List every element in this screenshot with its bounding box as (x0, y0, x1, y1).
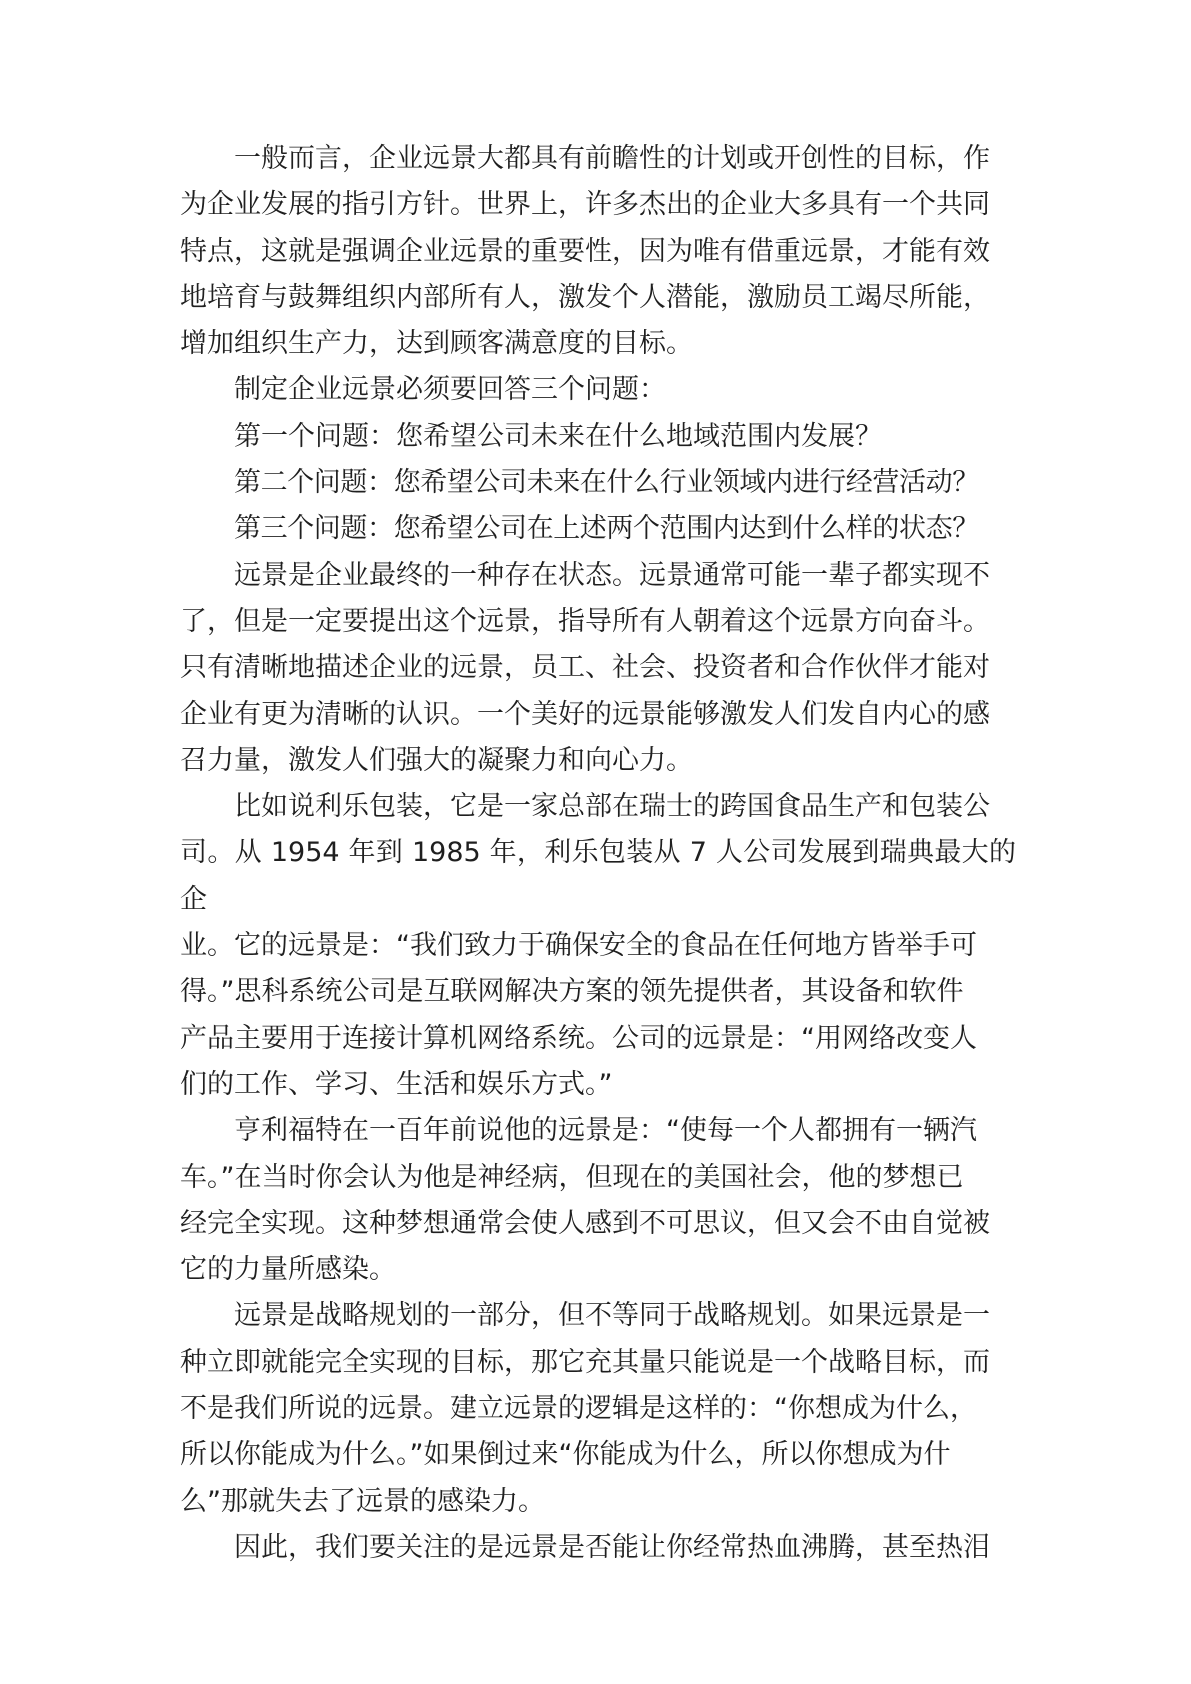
document-body (180, 136, 1016, 1571)
paragraph-10: 因此，我们要关注的是远景是否能让你经常热血沸腾，甚至热泪 (234, 1531, 990, 1563)
paragraph-5: 第三个问题：您希望公司在上述两个范围内达到什么样的状态？ (234, 513, 979, 545)
paragraph-9: 远景是战略规划的一部分，但不等同于战略规划。如果远景是一 种立即就能完全实现的目标，那它充其量只能说是一个战略目标，而 不是我们所说的远景。建立远景的逻辑是这样的：“你想成为什么， 所以你能成为什么。”如果倒过来“你能成为什么，所以你想成为什 么”那就失去了远景的感染力。 (180, 1300, 990, 1517)
paragraph-8: 亨利福特在一百年前说他的远景是：“使每一个人都拥有一辆汽 车。”在当时你会认为他是神经病，但现在的美国社会，他的梦想已 经完全实现。这种梦想通常会使人感到不可思议，但又会不由自觉被 它的力量所感染。 (180, 1115, 990, 1286)
paragraph-4: 第二个问题：您希望公司未来在什么行业领域内进行经营活动？ (234, 467, 979, 499)
paragraph-2: 制定企业远景必须要回答三个问题： (234, 374, 666, 406)
paragraph-3: 第一个问题：您希望公司未来在什么地域范围内发展？ (234, 420, 882, 452)
paragraph-1: 一般而言，企业远景大都具有前瞻性的计划或开创性的目标，作 为企业发展的指引方针。世界上，许多杰出的企业大多具有一个共同 特点，这就是强调企业远景的重要性，因为唯有借重远景，才能有效 地培育与鼓舞组织内部所有人，激发个人潜能，激励员工竭尽所能， 增加组织生产力，达到顾客满意度的目标。 (180, 143, 990, 360)
paragraph-7: 比如说利乐包装，它是一家总部在瑞士的跨国食品生产和包装公 司。从 1954 年到 1985 年，利乐包装从 7 人公司发展到瑞典最大的企 业。它的远景是：“我们致力于确保安全的食品在任何地方皆举手可 得。”思科系统公司是互联网解决方案的领先提供者，其设备和软件 产品主要用于连接计算机网络系统。公司的远景是：“用网络改变人 们的工作、学习、生活和娱乐方式。” (180, 791, 1016, 1100)
paragraph-6: 远景是企业最终的一种存在状态。远景通常可能一辈子都实现不 了，但是一定要提出这个远景，指导所有人朝着这个远景方向奋斗。 只有清晰地描述企业的远景，员工、社会、投资者和合作伙伴才能对 企业有更为清晰的认识。一个美好的远景能够激发人们发自内心的感 召力量，激发人们强大的凝聚力和向心力。 (180, 559, 990, 776)
